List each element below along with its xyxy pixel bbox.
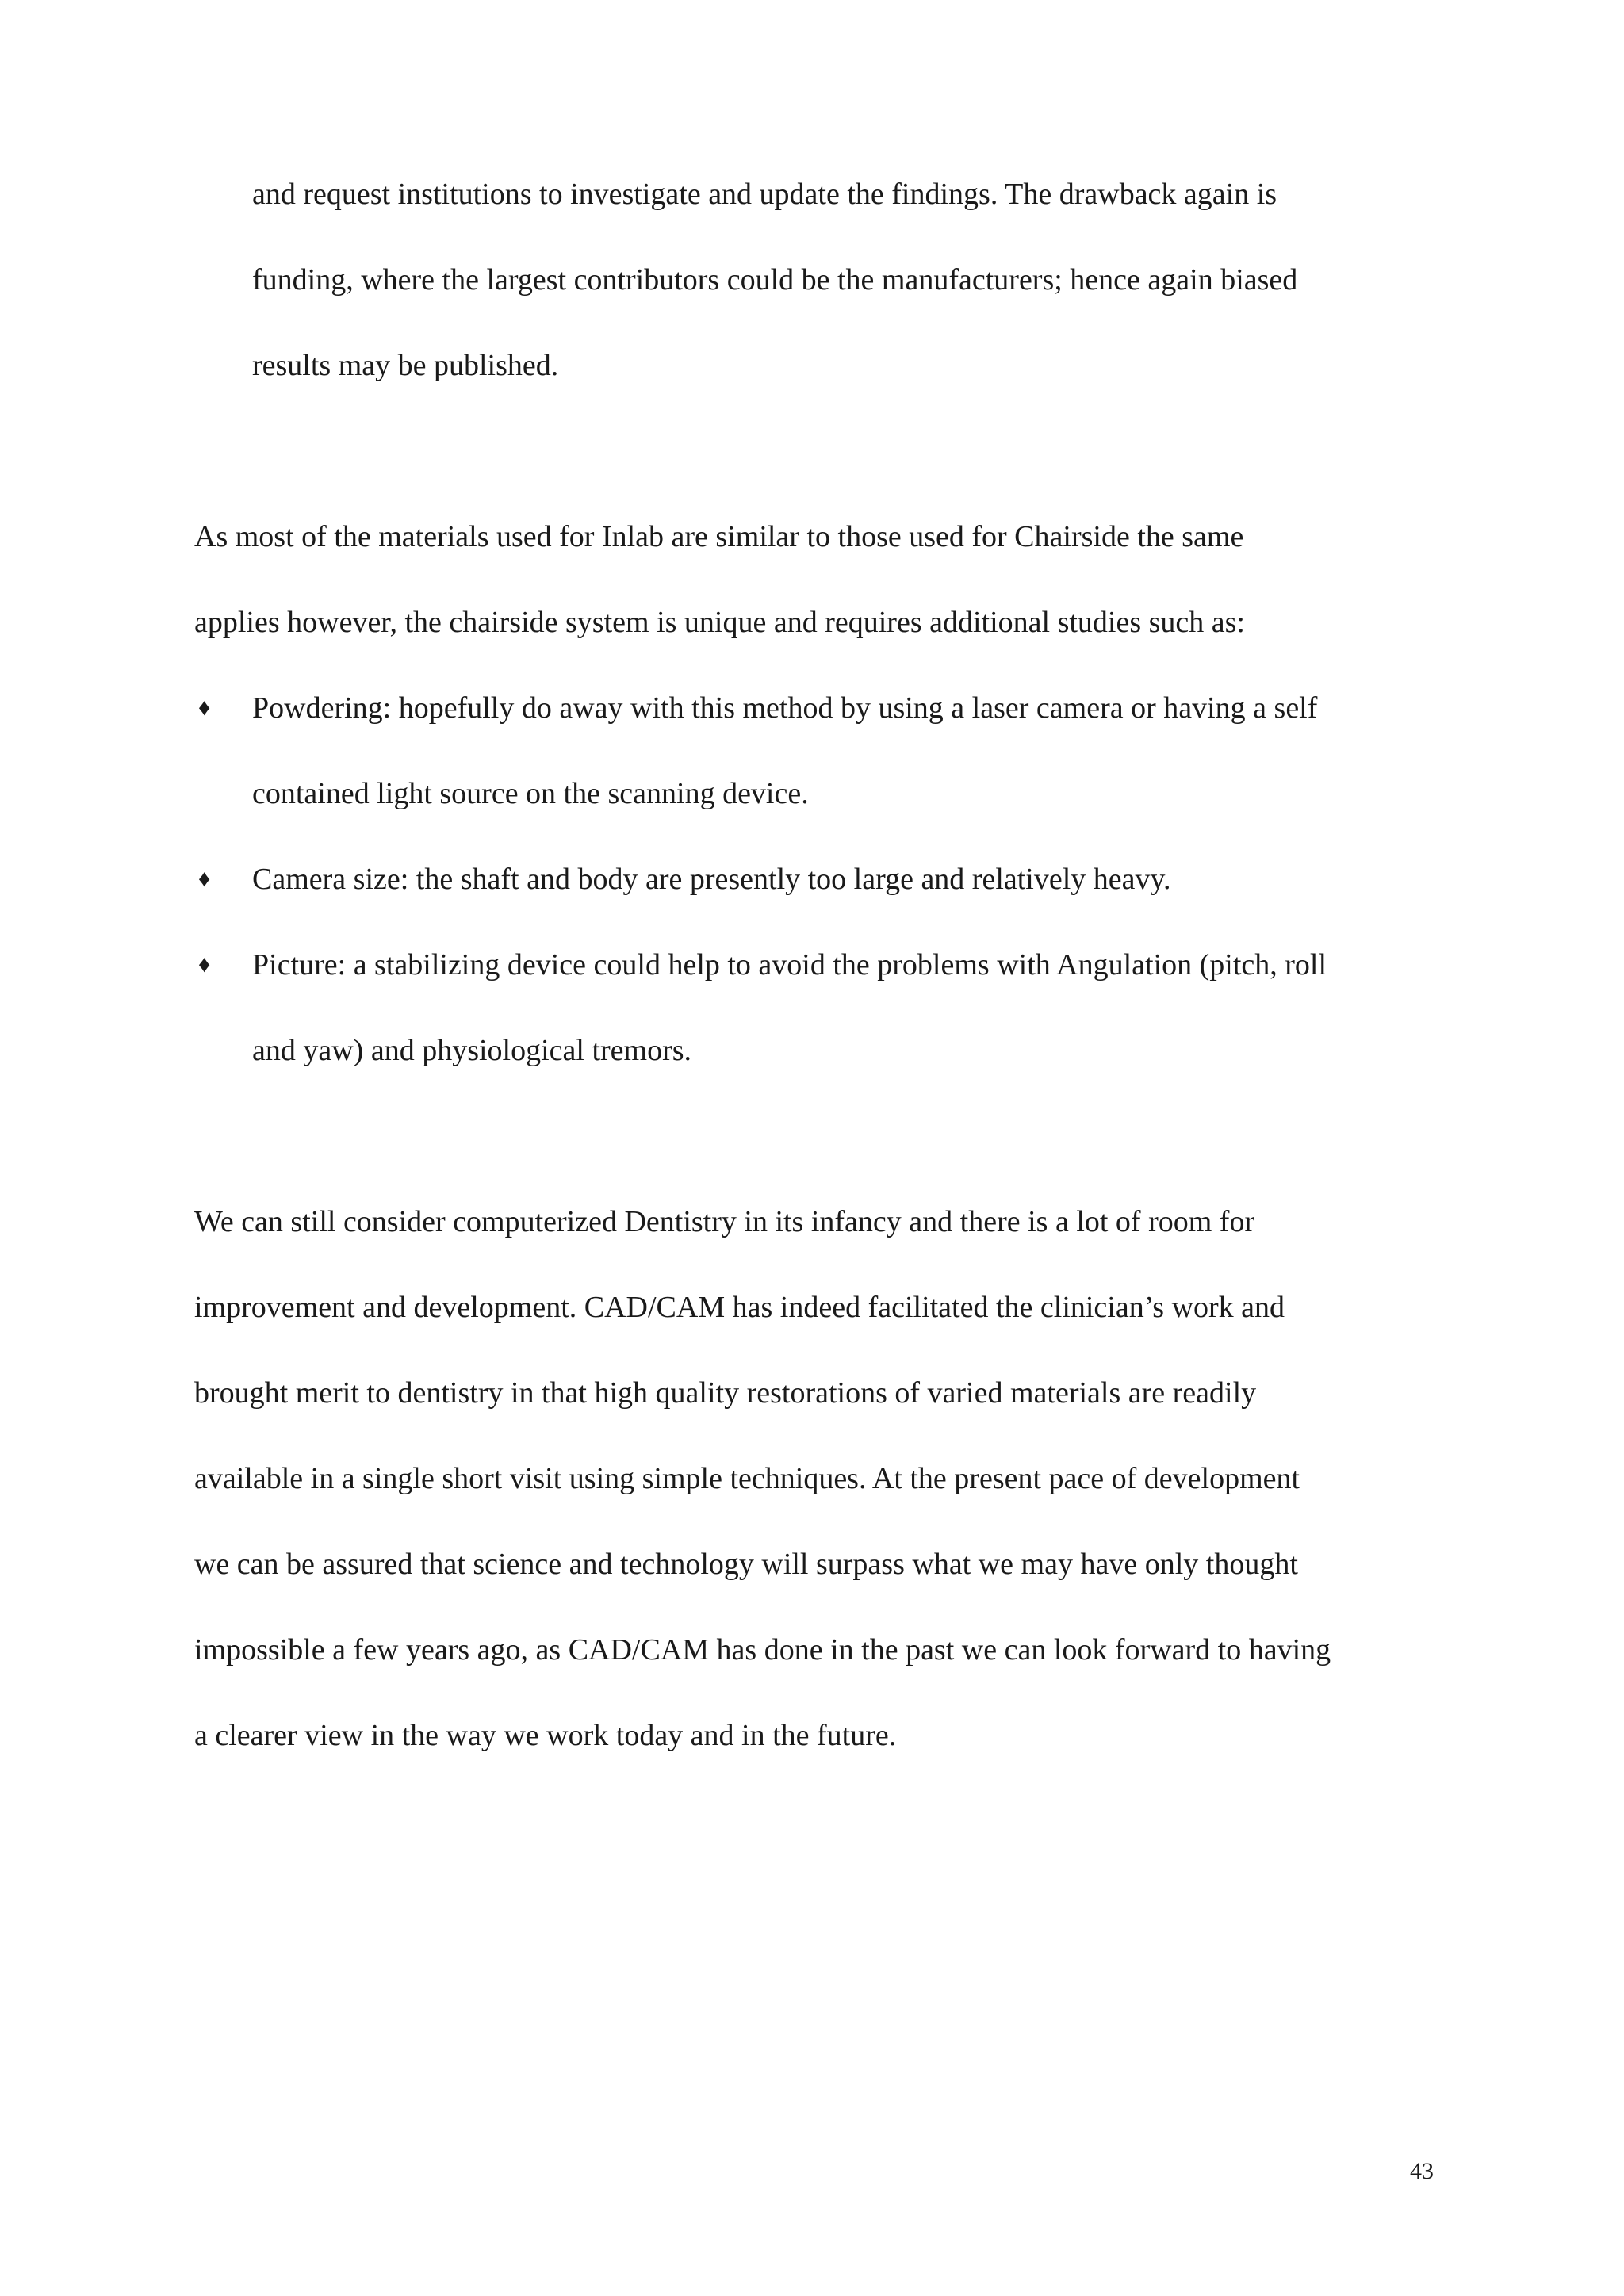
text-line: Powdering: hopefully do away with this method by using a laser camera or having a self [252, 691, 1318, 725]
text-line: Picture: a stabilizing device could help to avoid the problems with Angulation (pitch, roll [252, 948, 1327, 982]
diamond-bullet-icon: ♦ [198, 951, 211, 978]
text-line: available in a single short visit using simple techniques. At the present pace of development [194, 1462, 1300, 1495]
text-line: improvement and development. CAD/CAM has indeed facilitated the clinician’s work and [194, 1291, 1285, 1324]
text-line: As most of the materials used for Inlab are similar to those used for Chairside the same [194, 520, 1244, 553]
diamond-bullet-icon: ♦ [198, 866, 211, 892]
text-line: impossible a few years ago, as CAD/CAM has done in the past we can look forward to having [194, 1633, 1331, 1667]
text-line: a clearer view in the way we work today and in the future. [194, 1719, 897, 1752]
text-line: results may be published. [252, 349, 559, 382]
text-line: applies however, the chairside system is unique and requires additional studies such as: [194, 606, 1245, 639]
diamond-bullet-icon: ♦ [198, 695, 211, 721]
text-line: and request institutions to investigate and update the findings. The drawback again is [252, 178, 1277, 211]
text-line: brought merit to dentistry in that high quality restorations of varied materials are readily [194, 1376, 1257, 1410]
text-line: we can be assured that science and technology will surpass what we may have only thought [194, 1548, 1298, 1581]
text-line: We can still consider computerized Dentistry in its infancy and there is a lot of room for [194, 1205, 1255, 1238]
text-line: Camera size: the shaft and body are presently too large and relatively heavy. [252, 863, 1171, 896]
text-line: and yaw) and physiological tremors. [252, 1034, 692, 1067]
text-line: contained light source on the scanning device. [252, 777, 809, 810]
text-line: funding, where the largest contributors could be the manufacturers; hence again biased [252, 263, 1298, 297]
page-number: 43 [1410, 2158, 1434, 2184]
